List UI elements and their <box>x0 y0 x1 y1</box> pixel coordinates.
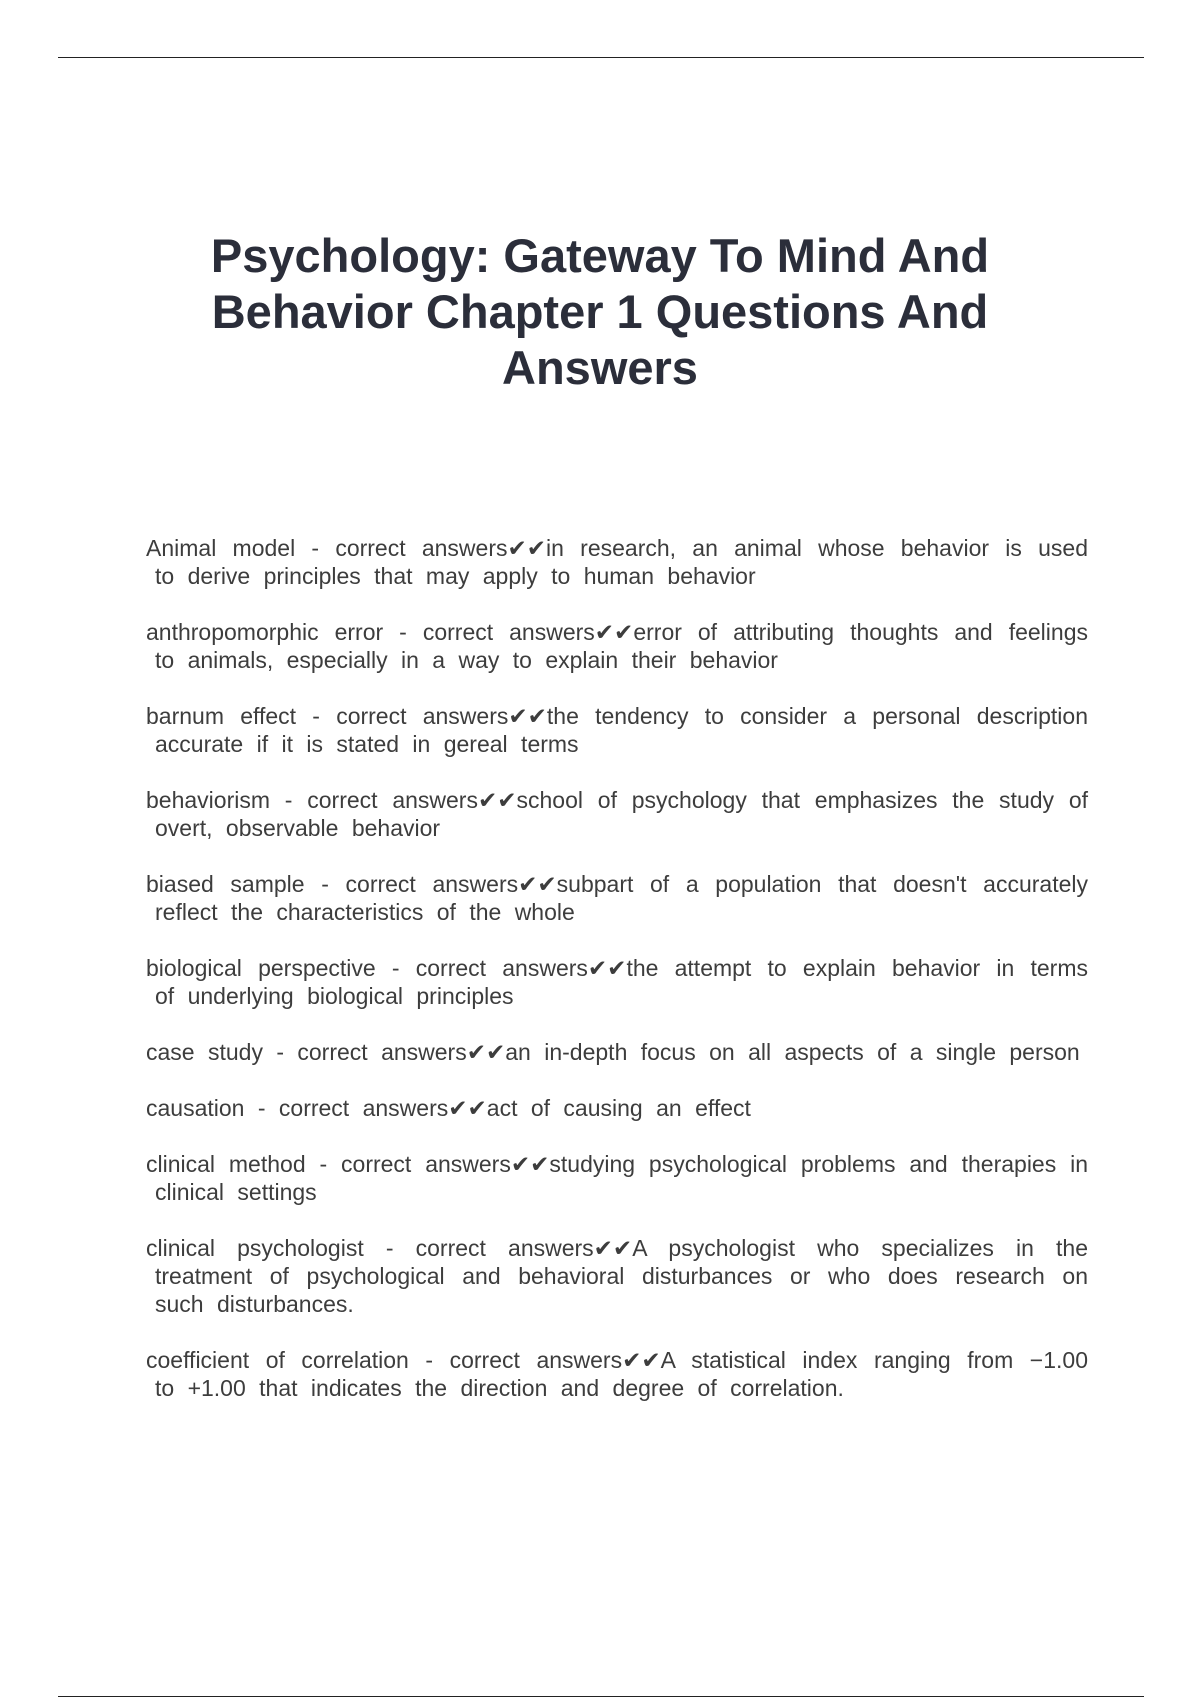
list-item <box>146 954 1088 1010</box>
entry-definition: subpart of a population that doesn't accurately reflect the characteristics of the whole <box>155 871 1088 925</box>
bottom-rule <box>58 1696 1144 1697</box>
list-item <box>146 702 1088 758</box>
entry-definition: the attempt to explain behavior in terms of underlying biological principles <box>155 955 1089 1009</box>
list-item <box>146 618 1088 674</box>
list-item <box>146 1150 1088 1206</box>
entry-term: anthropomorphic error <box>146 619 384 645</box>
entry-separator: - correct answers✔✔ <box>270 787 517 813</box>
list-item <box>146 1346 1088 1402</box>
list-item <box>146 1038 1088 1066</box>
entry-term: behaviorism <box>146 787 270 813</box>
entry-separator: - correct answers✔✔ <box>304 871 557 897</box>
entry-term: coefficient of correlation <box>146 1347 409 1373</box>
entry-term: clinical method <box>146 1151 306 1177</box>
list-item <box>146 786 1088 842</box>
glossary-list <box>146 534 1088 1430</box>
entry-definition: studying psychological problems and therapies in clinical settings <box>155 1151 1088 1205</box>
entry-separator: - correct answers✔✔ <box>295 535 547 561</box>
list-item <box>146 1094 1088 1122</box>
entry-term: biological perspective <box>146 955 376 981</box>
entry-definition: A statistical index ranging from −1.00 to +1.00 that indicates the direction and degree of correlation. <box>155 1347 1088 1401</box>
entry-separator: - correct answers✔✔ <box>305 1151 550 1177</box>
list-item <box>146 1234 1088 1318</box>
entry-separator: - correct answers✔✔ <box>363 1235 633 1261</box>
top-rule <box>58 57 1144 58</box>
entry-definition: an in-depth focus on all aspects of a single person <box>505 1039 1080 1065</box>
entry-term: case study <box>146 1039 263 1065</box>
entry-term: Animal model <box>146 535 296 561</box>
entry-definition: the tendency to consider a personal description accurate if it is stated in gereal terms <box>155 703 1088 757</box>
entry-term: biased sample <box>146 871 305 897</box>
list-item <box>146 534 1088 590</box>
page-title: Psychology: Gateway To Mind And Behavior Chapter 1 Questions And Answers <box>210 229 990 394</box>
entry-definition: act of causing an effect <box>486 1095 751 1121</box>
list-item <box>146 870 1088 926</box>
entry-separator: - correct answers✔✔ <box>296 703 547 729</box>
entry-separator: - correct answers✔✔ <box>375 955 627 981</box>
entry-term: clinical psychologist <box>146 1235 364 1261</box>
entry-term: causation <box>146 1095 245 1121</box>
entry-definition: A psychologist who specializes in the treatment of psychological and behavioral disturbances or who does research on such disturbances. <box>155 1235 1089 1317</box>
entry-definition: in research, an animal whose behavior is used to derive principles that may apply to human behavior <box>155 535 1088 589</box>
entry-separator: - correct answers✔✔ <box>262 1039 506 1065</box>
entry-term: barnum effect <box>146 703 297 729</box>
entry-definition: school of psychology that emphasizes the study of overt, observable behavior <box>155 787 1088 841</box>
entry-separator: - correct answers✔✔ <box>408 1347 661 1373</box>
entry-separator: - correct answers✔✔ <box>383 619 634 645</box>
entry-definition: error of attributing thoughts and feelings to animals, especially in a way to explain their behavior <box>155 619 1088 673</box>
entry-separator: - correct answers✔✔ <box>244 1095 487 1121</box>
